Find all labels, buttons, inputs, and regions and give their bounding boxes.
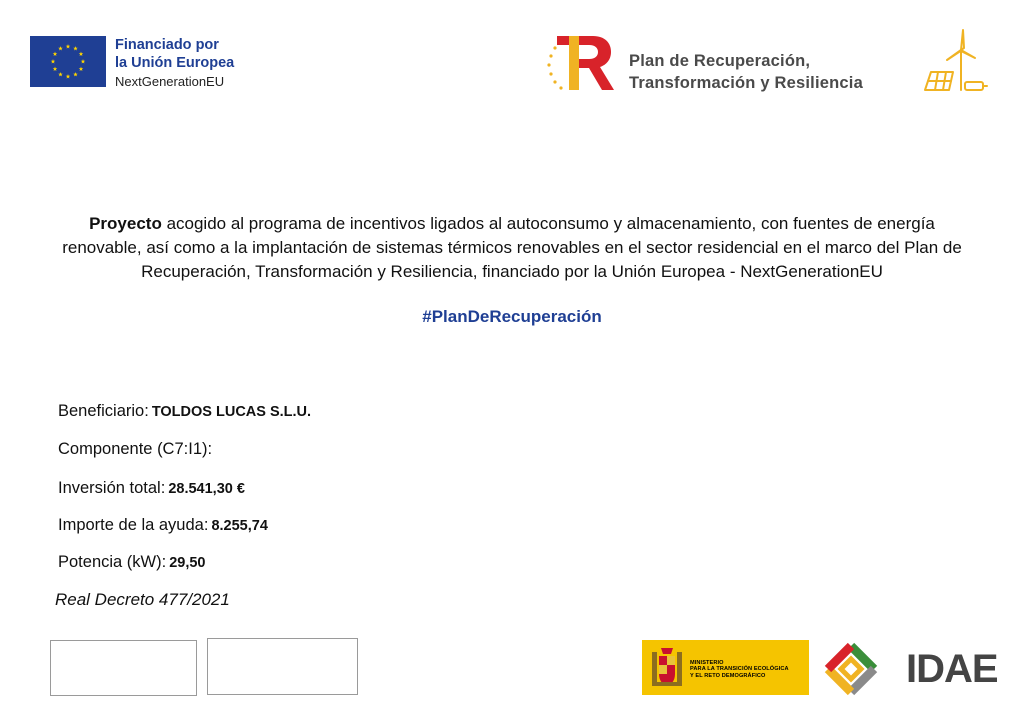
eu-logo-line1: Financiado por xyxy=(115,37,219,53)
idae-text: IDAE xyxy=(906,647,998,691)
hashtag: #PlanDeRecuperación xyxy=(422,307,602,326)
empty-logo-box-2 xyxy=(207,638,358,695)
empty-logo-box-1 xyxy=(50,640,197,696)
potencia-field xyxy=(58,553,206,572)
idae-logo xyxy=(823,641,998,697)
importe-value: 8.255,74 xyxy=(211,518,268,534)
ministry-line2: PARA LA TRANSICIÓN ECOLÓGICA xyxy=(690,666,789,673)
inversion-label: Inversión total: xyxy=(58,479,166,497)
eu-funding-logo xyxy=(30,36,234,91)
prtr-line2: Transformación y Resiliencia xyxy=(629,74,863,92)
project-lead: Proyecto xyxy=(89,214,162,233)
ministry-logo xyxy=(642,640,809,695)
real-decreto: Real Decreto 477/2021 xyxy=(55,590,230,609)
eu-flag-icon xyxy=(30,36,106,87)
project-description xyxy=(50,212,974,284)
idae-diamond-mark-icon xyxy=(823,641,879,697)
project-paragraph: acogido al programa de incentivos ligados al autoconsumo y almacenamiento, con fuentes de energía renovable, así como a la implantación de sistemas térmicos renovables en el sector residencial en el marco del Plan de Recuperación, Transformación y Resiliencia, financiado por la Unión Europea - NextGenerationEU xyxy=(62,214,962,281)
importe-label: Importe de la ayuda: xyxy=(58,516,209,534)
componente-label: Componente (C7:I1): xyxy=(58,440,213,458)
ministry-line3: Y EL RETO DEMOGRÁFICO xyxy=(690,672,766,679)
prtr-logo xyxy=(545,34,985,96)
potencia-value: 29,50 xyxy=(169,555,206,571)
wind-turbine-solar-icon xyxy=(919,28,989,96)
inversion-field xyxy=(58,479,245,498)
importe-field xyxy=(58,516,268,535)
inversion-value: 28.541,30 € xyxy=(168,481,245,497)
eu-logo-line3: NextGenerationEU xyxy=(115,74,225,89)
componente-field xyxy=(58,440,215,459)
prtr-line1: Plan de Recuperación, xyxy=(629,52,811,70)
prtr-tr-mark-icon xyxy=(545,34,615,94)
eu-logo-line2: la Unión Europea xyxy=(115,55,235,71)
beneficiario-label: Beneficiario: xyxy=(58,402,149,420)
potencia-label: Potencia (kW): xyxy=(58,553,167,571)
coat-of-arms-icon xyxy=(650,646,684,690)
beneficiario-field xyxy=(58,402,311,421)
ministry-line1: MINISTERIO xyxy=(690,660,724,666)
beneficiario-value: TOLDOS LUCAS S.L.U. xyxy=(151,404,312,420)
